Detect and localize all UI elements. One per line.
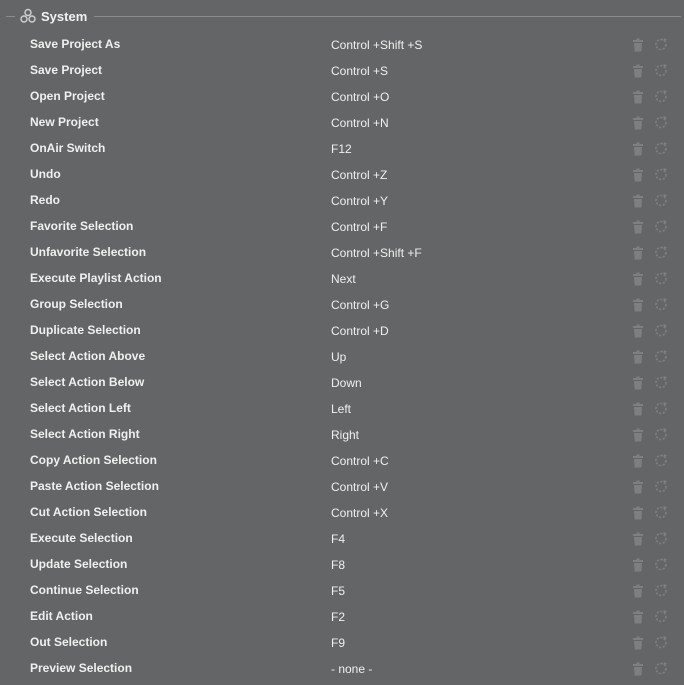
shortcut-action-name: Continue Selection [30, 583, 139, 597]
shortcut-action-name: Redo [30, 193, 60, 207]
reset-icon[interactable] [654, 479, 668, 493]
shortcut-row [0, 369, 684, 395]
shortcut-key-binding[interactable]: Control +Shift +F [331, 246, 422, 260]
trash-icon[interactable] [632, 90, 644, 104]
shortcut-key-binding[interactable]: Left [331, 402, 352, 416]
trash-icon[interactable] [632, 636, 644, 650]
shortcut-row [0, 343, 684, 369]
reset-icon[interactable] [654, 141, 668, 155]
trash-icon[interactable] [632, 116, 644, 130]
shortcut-row [0, 109, 684, 135]
trash-icon[interactable] [632, 64, 644, 78]
trash-icon[interactable] [632, 246, 644, 260]
shortcut-list [0, 31, 684, 681]
reset-icon[interactable] [654, 375, 668, 389]
reset-icon[interactable] [654, 167, 668, 181]
shortcut-key-binding[interactable]: Control +S [331, 64, 389, 78]
shortcut-key-binding[interactable]: Control +F [331, 220, 388, 234]
shortcut-row [0, 187, 684, 213]
trash-icon[interactable] [632, 220, 644, 234]
shortcut-row [0, 473, 684, 499]
shortcut-key-binding[interactable]: Right [331, 428, 360, 442]
shortcut-action-name: Update Selection [30, 557, 128, 571]
trash-icon[interactable] [632, 376, 644, 390]
shortcut-key-binding[interactable]: Control +V [331, 480, 389, 494]
shortcut-action-name: Edit Action [30, 609, 93, 623]
reset-icon[interactable] [654, 115, 668, 129]
shortcut-key-binding[interactable]: Down [331, 376, 362, 390]
shortcut-key-binding[interactable]: Control +Shift +S [331, 38, 423, 52]
trash-icon[interactable] [632, 402, 644, 416]
shortcut-key-binding[interactable]: Control +C [331, 454, 389, 468]
shortcut-action-name: Unfavorite Selection [30, 245, 147, 259]
shortcut-row [0, 629, 684, 655]
trash-icon[interactable] [632, 428, 644, 442]
shortcut-key-binding[interactable]: F2 [331, 610, 346, 624]
shortcut-action-name: Preview Selection [30, 661, 133, 675]
shortcut-row [0, 31, 684, 57]
reset-icon[interactable] [654, 89, 668, 103]
shortcut-key-binding[interactable]: Control +X [331, 506, 389, 520]
shortcut-action-name: Save Project [30, 63, 103, 77]
shortcut-row [0, 161, 684, 187]
shortcut-action-name: Select Action Above [30, 349, 146, 363]
shortcut-action-name: Execute Selection [30, 531, 133, 545]
shortcut-action-name: Execute Playlist Action [30, 271, 162, 285]
trash-icon[interactable] [632, 142, 644, 156]
shortcut-action-name: New Project [30, 115, 99, 129]
reset-icon[interactable] [654, 401, 668, 415]
trash-icon[interactable] [632, 506, 644, 520]
trash-icon[interactable] [632, 324, 644, 338]
shortcut-key-binding[interactable]: Control +N [331, 116, 389, 130]
shortcut-action-name: Paste Action Selection [30, 479, 159, 493]
shortcut-row [0, 265, 684, 291]
shortcut-row [0, 551, 684, 577]
header-divider-left [6, 16, 15, 17]
reset-icon[interactable] [654, 427, 668, 441]
shortcut-key-binding[interactable]: - none - [331, 662, 373, 676]
trash-icon[interactable] [632, 558, 644, 572]
shortcut-key-binding[interactable]: Control +Z [331, 168, 388, 182]
trash-icon[interactable] [632, 480, 644, 494]
shortcut-action-name: Open Project [30, 89, 105, 103]
reset-icon[interactable] [654, 297, 668, 311]
shortcut-row [0, 317, 684, 343]
reset-icon[interactable] [654, 37, 668, 51]
settings-cluster-icon [19, 8, 37, 24]
shortcut-row [0, 577, 684, 603]
shortcut-action-name: Select Action Below [30, 375, 145, 389]
reset-icon[interactable] [654, 245, 668, 259]
section-title: System [41, 9, 88, 24]
trash-icon[interactable] [632, 454, 644, 468]
reset-icon[interactable] [654, 349, 668, 363]
shortcut-key-binding[interactable]: Up [331, 350, 347, 364]
shortcut-row [0, 239, 684, 265]
reset-icon[interactable] [654, 505, 668, 519]
shortcut-key-binding[interactable]: F9 [331, 636, 346, 650]
shortcut-row [0, 655, 684, 681]
reset-icon[interactable] [654, 635, 668, 649]
reset-icon[interactable] [654, 609, 668, 623]
reset-icon[interactable] [654, 323, 668, 337]
reset-icon[interactable] [654, 271, 668, 285]
trash-icon[interactable] [632, 38, 644, 52]
trash-icon[interactable] [632, 350, 644, 364]
shortcut-action-name: Favorite Selection [30, 219, 134, 233]
trash-icon[interactable] [632, 584, 644, 598]
shortcut-key-binding[interactable]: F8 [331, 558, 346, 572]
trash-icon[interactable] [632, 194, 644, 208]
trash-icon[interactable] [632, 298, 644, 312]
shortcut-row [0, 213, 684, 239]
shortcut-key-binding[interactable]: Control +Y [331, 194, 389, 208]
trash-icon[interactable] [632, 610, 644, 624]
shortcut-row [0, 57, 684, 83]
trash-icon[interactable] [632, 662, 644, 676]
reset-icon[interactable] [654, 453, 668, 467]
shortcut-key-binding[interactable]: F12 [331, 142, 352, 156]
reset-icon[interactable] [654, 531, 668, 545]
shortcut-action-name: Out Selection [30, 635, 108, 649]
shortcut-row [0, 603, 684, 629]
shortcut-key-binding[interactable]: F4 [331, 532, 346, 546]
shortcut-row [0, 499, 684, 525]
shortcut-row [0, 83, 684, 109]
header-divider-right [94, 16, 681, 17]
shortcut-action-name: Select Action Right [30, 427, 140, 441]
trash-icon[interactable] [632, 168, 644, 182]
shortcut-action-name: Group Selection [30, 297, 123, 311]
shortcut-row [0, 135, 684, 161]
shortcut-row [0, 525, 684, 551]
reset-icon[interactable] [654, 583, 668, 597]
shortcut-action-name: Cut Action Selection [30, 505, 147, 519]
reset-icon[interactable] [654, 219, 668, 233]
reset-icon[interactable] [654, 193, 668, 207]
shortcut-action-name: Save Project As [30, 37, 121, 51]
shortcut-action-name: Duplicate Selection [30, 323, 141, 337]
shortcut-row [0, 291, 684, 317]
reset-icon[interactable] [654, 63, 668, 77]
shortcut-action-name: Copy Action Selection [30, 453, 157, 467]
shortcut-action-name: OnAir Switch [30, 141, 106, 155]
shortcut-row [0, 421, 684, 447]
reset-icon[interactable] [654, 557, 668, 571]
trash-icon[interactable] [632, 532, 644, 546]
trash-icon[interactable] [632, 272, 644, 286]
shortcut-key-binding[interactable]: Next [331, 272, 356, 286]
shortcut-key-binding[interactable]: Control +D [331, 324, 389, 338]
reset-icon[interactable] [654, 661, 668, 675]
shortcut-key-binding[interactable]: Control +G [331, 298, 390, 312]
shortcut-row [0, 447, 684, 473]
shortcut-key-binding[interactable]: Control +O [331, 90, 390, 104]
shortcut-action-name: Select Action Left [30, 401, 131, 415]
shortcut-key-binding[interactable]: F5 [331, 584, 346, 598]
shortcut-row [0, 395, 684, 421]
shortcut-action-name: Undo [30, 167, 61, 181]
section-header [0, 0, 684, 32]
